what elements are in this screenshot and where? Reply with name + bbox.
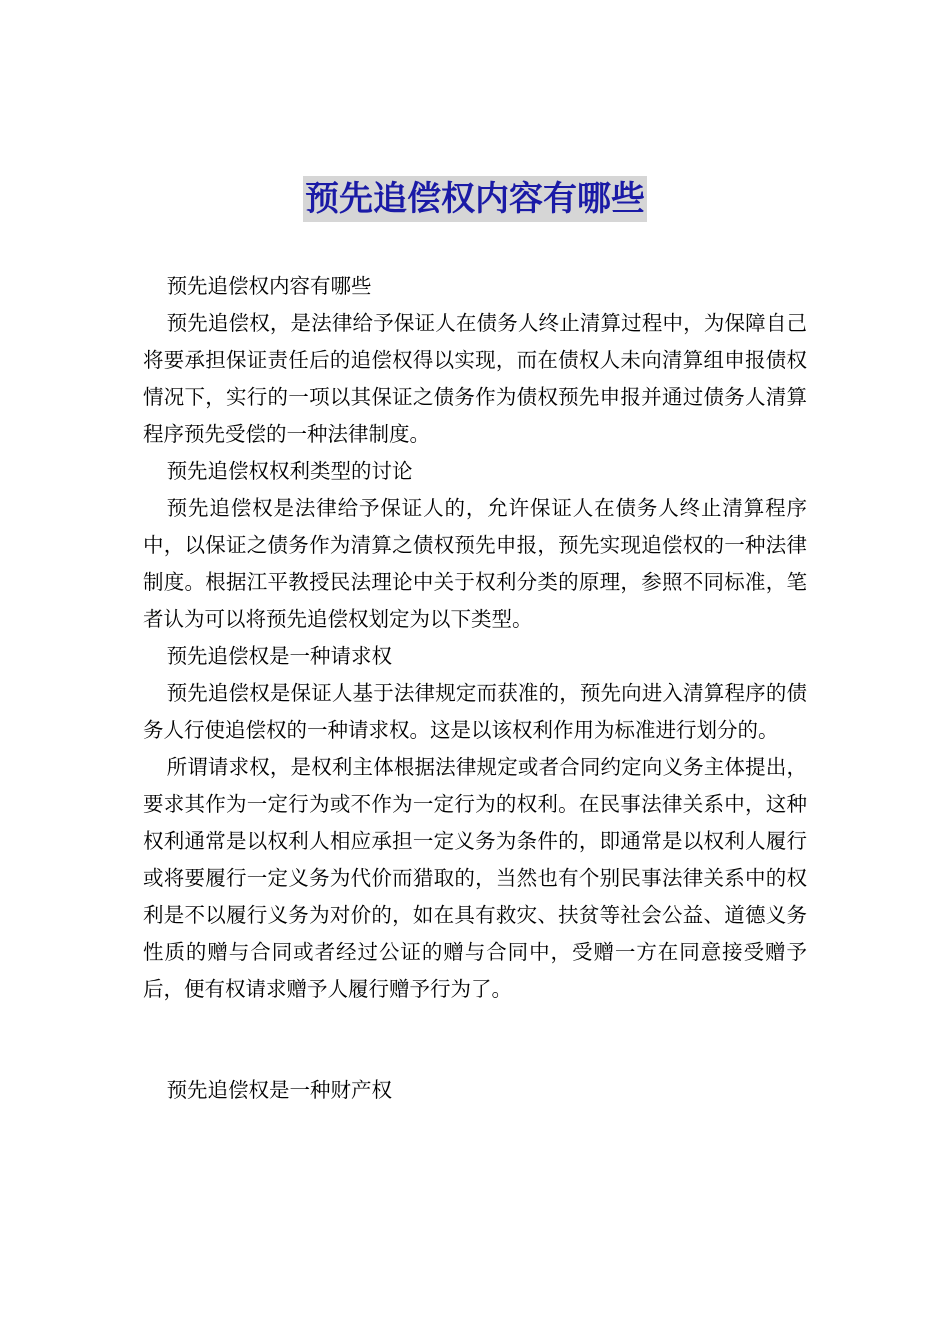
section-heading: 预先追偿权内容有哪些: [166, 274, 372, 298]
title-container: [0, 176, 950, 222]
section-heading: 预先追偿权是一种请求权: [166, 644, 393, 668]
body-paragraph: 预先追偿权是法律给予保证人的，允许保证人在债务人终止清算程序中，以保证之债务作为清算之债权预先申报，预先实现追偿权的一种法律制度。根据江平教授民法理论中关于权利分类的原理，参照不同标准，笔者认为可以将预先追偿权划定为以下类型。: [143, 496, 807, 631]
body-paragraph: 预先追偿权是保证人基于法律规定而获准的，预先向进入清算程序的债务人行使追偿权的一种请求权。这是以该权利作用为标准进行划分的。: [143, 681, 807, 742]
section-heading: 预先追偿权权利类型的讨论: [166, 459, 413, 483]
body-paragraph: 预先追偿权，是法律给予保证人在债务人终止清算过程中，为保障自己将要承担保证责任后的追偿权得以实现，而在债权人未向清算组申报债权情况下，实行的一项以其保证之债务作为债权预先申报并通过债务人清算程序预先受偿的一种法律制度。: [143, 311, 807, 446]
body-paragraph: 所谓请求权，是权利主体根据法律规定或者合同约定向义务主体提出，要求其作为一定行为或不作为一定行为的权利。在民事法律关系中，这种权利通常是以权利人相应承担一定义务为条件的，即通常是以权利人履行或将要履行一定义务为代价而猎取的，当然也有个别民事法律关系中的权利是不以履行义务为对价的，如在具有救灾、扶贫等社会公益、道德义务性质的赠与合同或者经过公证的赠与合同中，受赠一方在同意接受赠予后，便有权请求赠予人履行赠予行为了。: [143, 755, 807, 1001]
document-body: [143, 268, 807, 1109]
document-title: 预先追偿权内容有哪些: [303, 176, 647, 222]
paragraph-spacer: [143, 1008, 807, 1072]
section-heading: 预先追偿权是一种财产权: [166, 1078, 393, 1102]
